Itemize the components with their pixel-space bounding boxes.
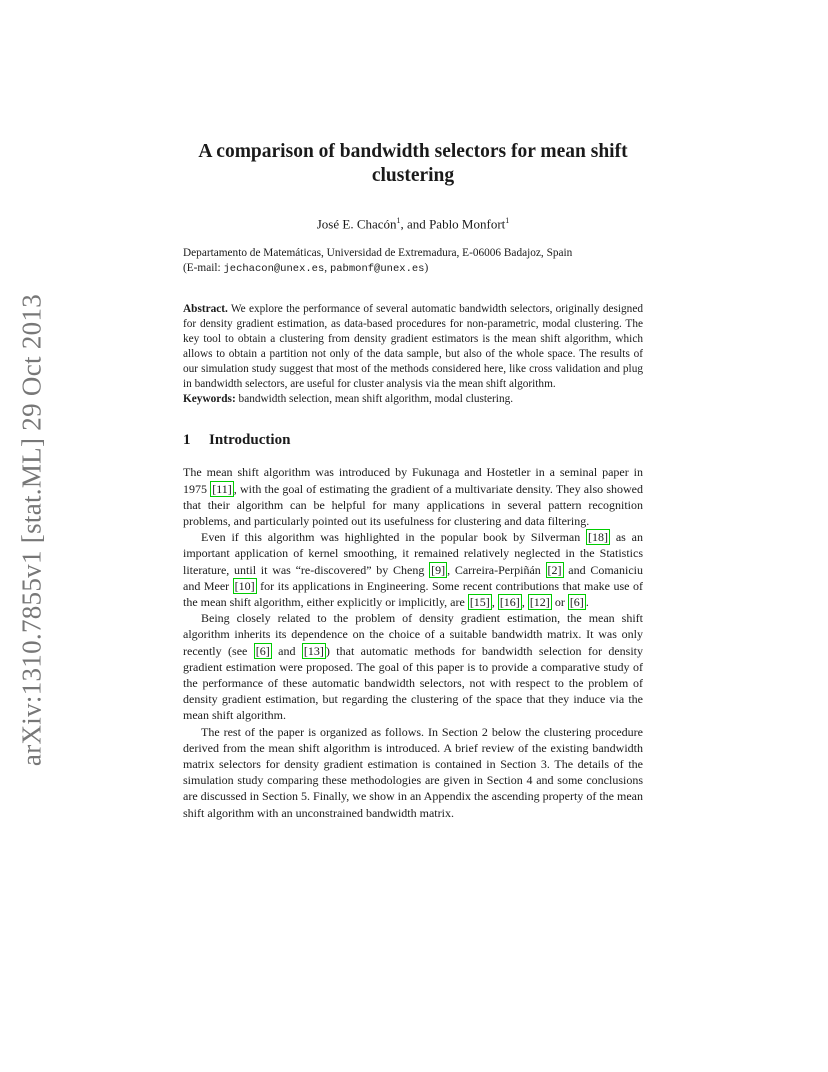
body-paragraph: The rest of the paper is organized as follows. In Section 2 below the clustering procedure derived from the mean shift algorithm is introduced. A brief review of the existing bandwidth matrix selectors for density gradient estimation is contained in Section 3. The details of the simulation study comparing these methodologies are given in Section 4 and some conclusions are discussed in Section 5. Finally, we show in an Appendix the ascending property of the mean shift algorithm with an unconstrained bandwidth matrix. xyxy=(183,724,643,820)
paragraph-text: Being closely related to the problem of density gradient estimation, the mean shift algorithm inherits its dependence on the choice of a suitable bandwidth matrix. It was only recently (see xyxy=(183,611,643,658)
email-prefix: (E-mail: xyxy=(183,262,224,275)
section-title: Introduction xyxy=(209,432,291,449)
section-number: 1 xyxy=(183,432,191,449)
email-suffix: ) xyxy=(424,262,429,275)
body-paragraph xyxy=(183,610,643,723)
citation-link[interactable]: [12] xyxy=(529,594,550,609)
citation-link[interactable]: [16] xyxy=(499,594,520,609)
abstract-label: Abstract. xyxy=(183,303,228,316)
citation-link[interactable]: [10] xyxy=(234,578,255,593)
affiliation-mark: 1 xyxy=(396,216,401,225)
paragraph-text: ) that automatic methods for bandwidth selection for density gradient estimation were proposed. The goal of this paper is to provide a comparative study of the performance of these automatic bandwidth selectors, not with respect to the problem of density gradient estimation, but regarding the clustering of the space that they induce via the mean shift algorithm. xyxy=(183,643,643,723)
paragraph-text: . xyxy=(585,594,589,609)
keywords-paragraph xyxy=(183,392,643,407)
paragraph-text: Even if this algorithm was highlighted in the popular book by Silverman xyxy=(201,530,587,545)
citation-link[interactable]: [6] xyxy=(569,594,584,609)
abstract-paragraph xyxy=(183,302,643,392)
paragraph-text: , xyxy=(521,594,528,609)
author-separator: , and xyxy=(400,216,430,232)
citation-link[interactable]: [6] xyxy=(255,643,270,658)
arxiv-identifier: arXiv:1310.7855v1 [stat.ML] 29 Oct 2013 xyxy=(16,293,47,767)
paper-title: A comparison of bandwidth selectors for mean shift clustering xyxy=(198,141,628,186)
paragraph-text: or xyxy=(551,594,568,609)
affiliation-block xyxy=(183,246,643,277)
body-paragraph xyxy=(183,529,643,610)
author-name: Pablo Monfort xyxy=(429,216,506,232)
keywords-text: bandwidth selection, mean shift algorithm, modal clustering. xyxy=(235,393,514,406)
paragraph-text: The mean shift algorithm was introduced by Fukunaga and Hostetler in a seminal paper in 1975 xyxy=(183,465,643,496)
affiliation-line: Departamento de Matemáticas, Universidad de Extremadura, E-06006 Badajoz, Spain xyxy=(183,247,573,260)
paragraph-text: , Carreira-Perpiñán xyxy=(447,562,546,577)
citation-link[interactable]: [9] xyxy=(431,562,446,577)
abstract-block xyxy=(183,302,643,407)
email-address: jechacon@unex.es xyxy=(223,263,325,276)
paragraph-text: , xyxy=(491,594,498,609)
citation-link[interactable]: [18] xyxy=(588,530,609,545)
citation-link[interactable]: [13] xyxy=(303,643,324,658)
paragraph-text: as an important application of kernel smoothing, it remained relatively neglected in the Statistics literature, until it was “re-discovered” by Cheng xyxy=(183,530,643,577)
paragraph-text: and xyxy=(271,643,302,658)
keywords-label: Keywords: xyxy=(183,393,236,406)
affiliation-mark: 1 xyxy=(505,216,510,225)
citation-link[interactable]: [15] xyxy=(469,594,490,609)
email-separator: , xyxy=(324,262,330,275)
email-line xyxy=(183,261,643,277)
citation-link[interactable]: [11] xyxy=(212,481,232,496)
paper-page xyxy=(183,140,643,821)
paragraph-text: for its applications in Engineering. Some recent contributions that make use of the mean shift algorithm, either explicitly or implicitly, are xyxy=(183,578,643,609)
paragraph-text: , with the goal of estimating the gradient of a multivariate density. They also showed that their algorithm can be helpful for many applications in several pattern recognition problems, and particularly pointed out its usefulness for clustering and data filtering. xyxy=(183,481,643,528)
author-line xyxy=(183,216,643,232)
paragraph-text: and Comaniciu and Meer xyxy=(183,562,643,593)
body-paragraph xyxy=(183,464,643,529)
abstract-text: We explore the performance of several automatic bandwidth selectors, originally designed for density gradient estimation, as data-based procedures for non-parametric, modal clustering. The key tool to obtain a clustering from density gradient estimators is the mean shift algorithm, which allows to obtain a partition not only of the data sample, but also of the whole space. The results of our simulation study suggest that most of the methods considered here, like cross validation and plug in bandwidth selectors, are useful for cluster analysis via the mean shift algorithm. xyxy=(183,303,643,391)
section-heading xyxy=(183,432,643,449)
citation-link[interactable]: [2] xyxy=(547,562,562,577)
arxiv-sidebar xyxy=(14,290,50,770)
author-name: José E. Chacón xyxy=(316,216,397,232)
email-address: pabmonf@unex.es xyxy=(329,263,425,276)
